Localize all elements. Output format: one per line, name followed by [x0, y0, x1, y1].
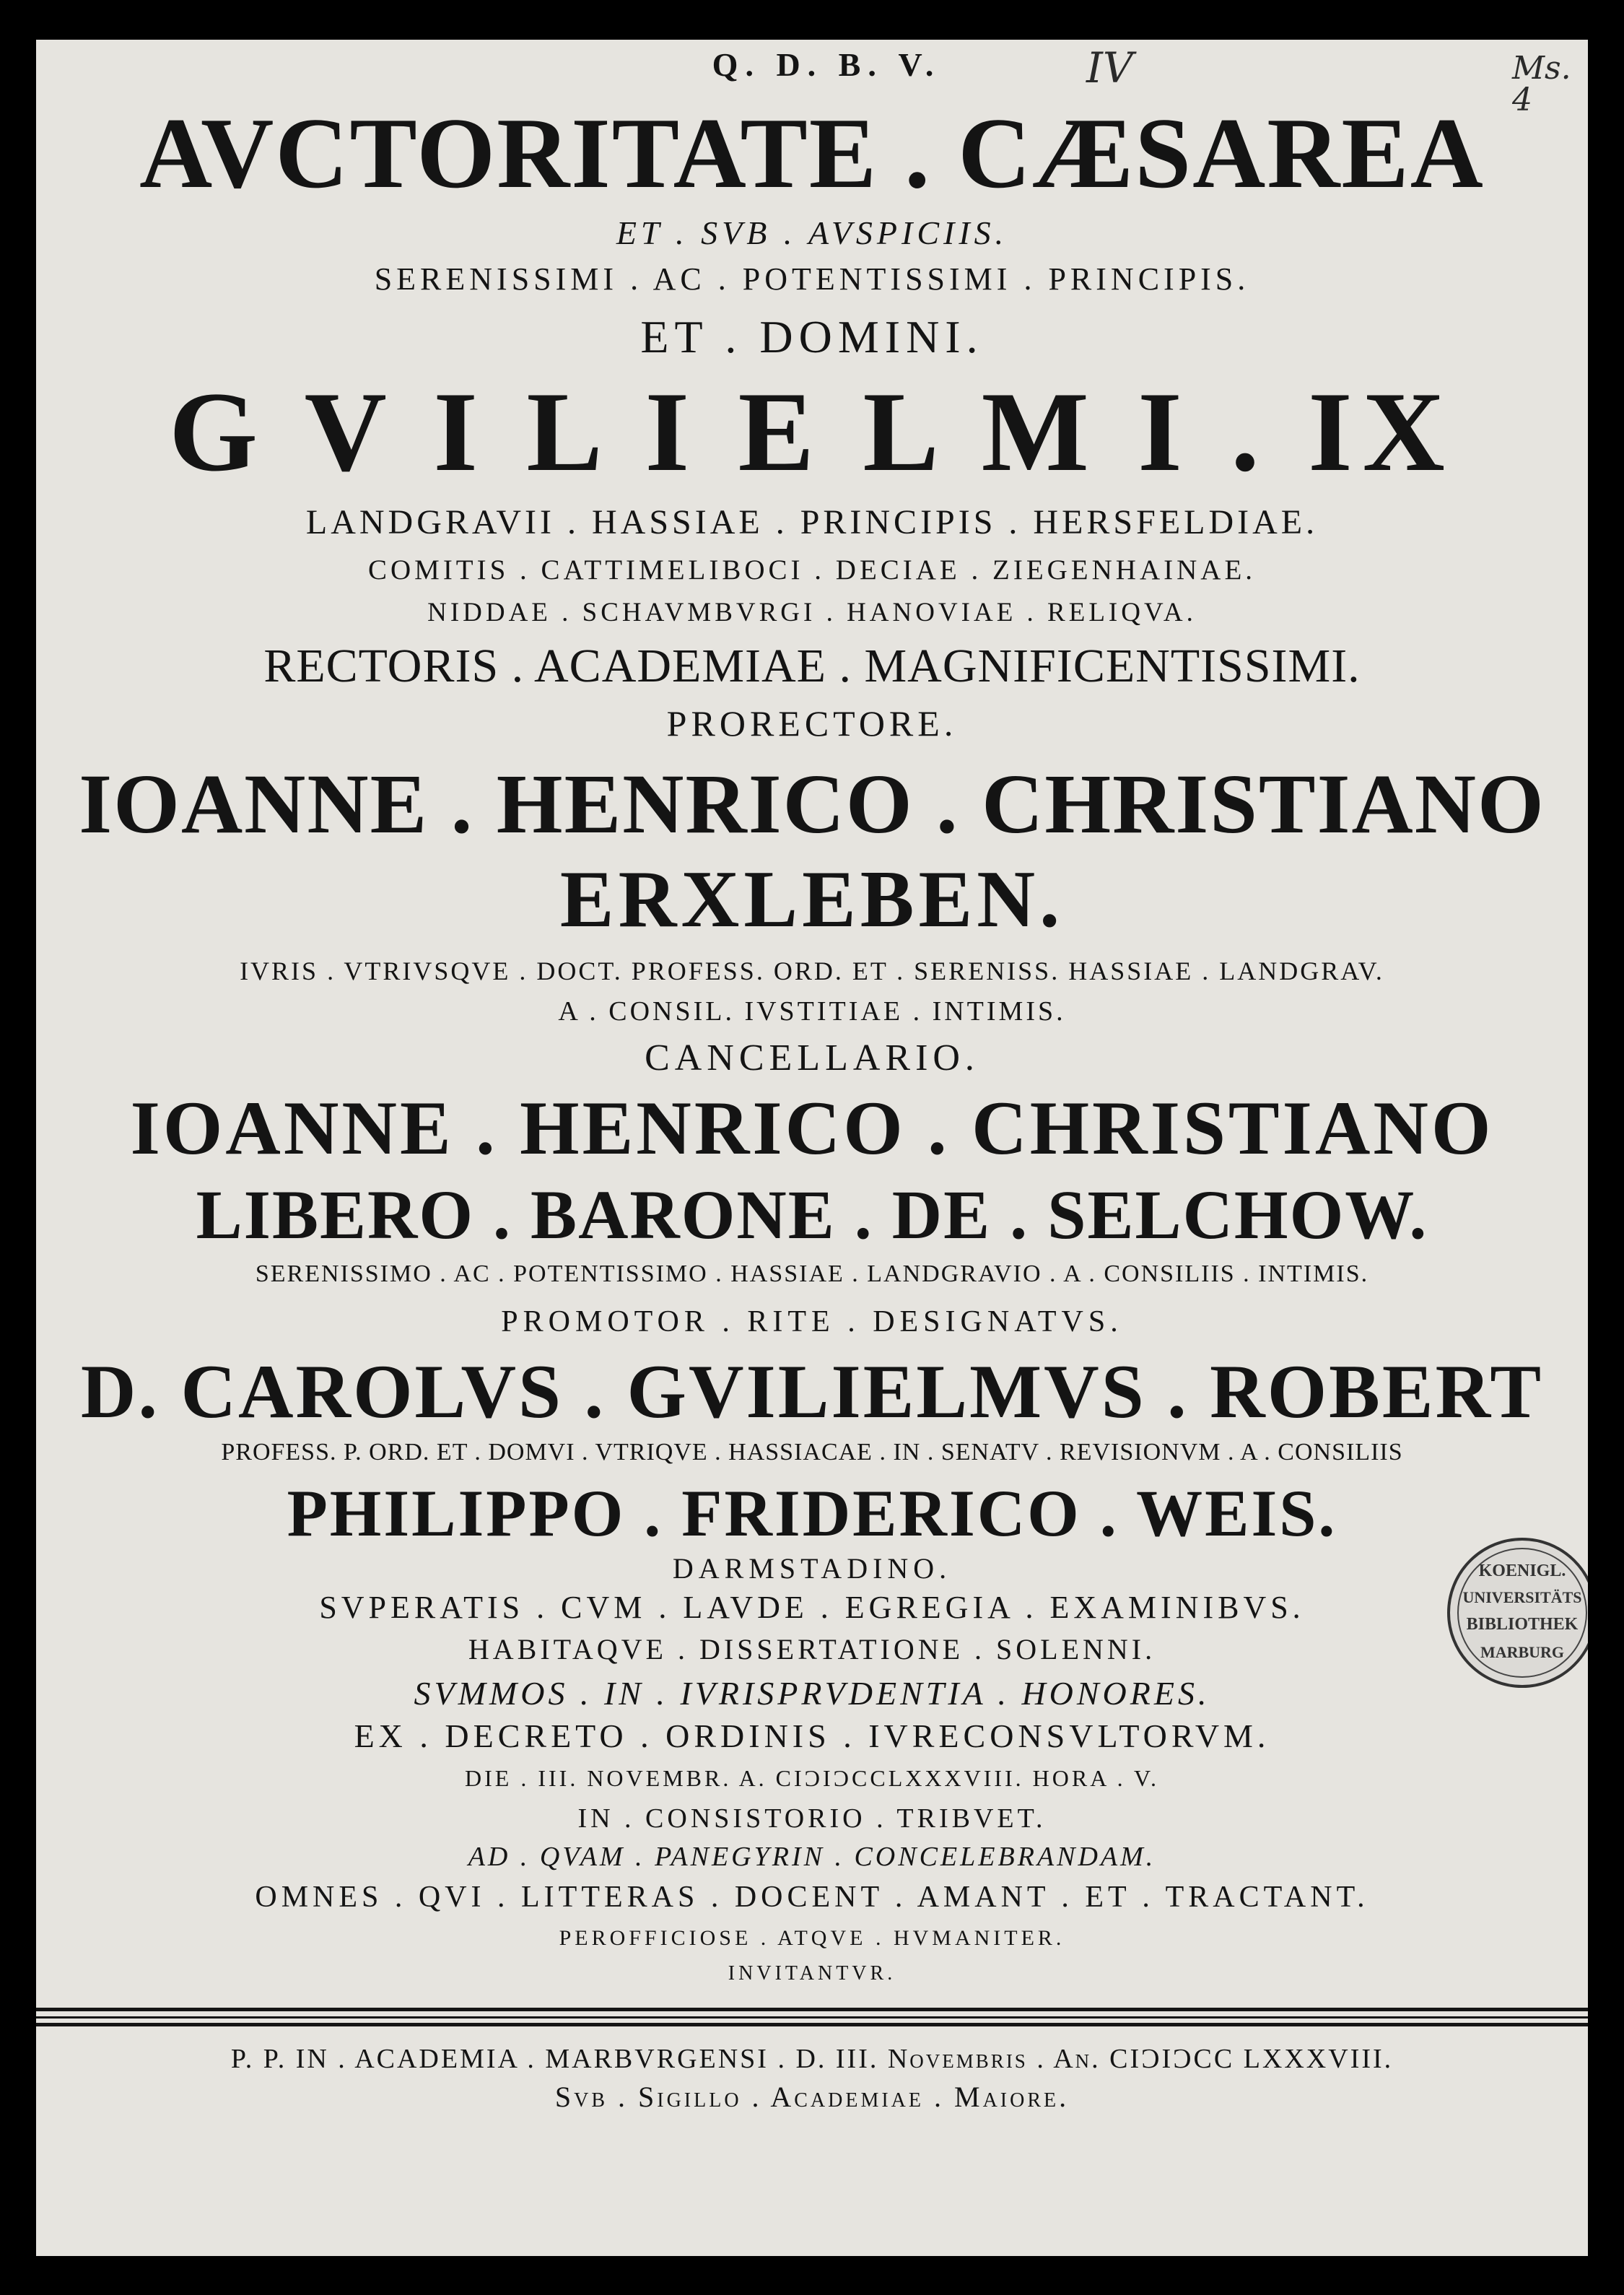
rule-thin: [36, 2016, 1588, 2019]
handwritten-folio: IV: [1086, 43, 1133, 92]
rule-thick: [36, 2008, 1588, 2011]
document-page: [36, 40, 1588, 2256]
name-weis: PHILIPPO . FRIDERICO . WEIS.: [287, 1476, 1337, 1550]
line-summos-honores: SVMMOS . IN . IVRISPRVDENTIA . HONORES.: [414, 1675, 1210, 1712]
footer-pp-academia: P. P. IN . ACADEMIA . MARBVRGENSI . D. III. Novembris . An. CIƆIƆCC LXXXVIII.: [230, 2044, 1394, 2074]
line-superatis: SVPERATIS . CVM . LAVDE . EGREGIA . EXAMINIBVS.: [319, 1590, 1305, 1625]
line-promotor: PROMOTOR . RITE . DESIGNATVS.: [501, 1305, 1123, 1338]
footer-sub-sigillo: Svb . Sigillo . Academiae . Maiore.: [554, 2081, 1070, 2113]
line-iuris-utriusque: IVRIS . VTRIVSQVE . DOCT. PROFESS. ORD. ET . SERENISS. HASSIAE . LANDGRAV.: [240, 957, 1384, 985]
line-die-novembr: DIE . III. NOVEMBR. A. CIƆIƆCCLXXXVIII. HORA . V.: [465, 1765, 1159, 1791]
rule-thick-lower: [36, 2023, 1588, 2026]
name-robert: D. CAROLVS . GVILIELMVS . ROBERT: [80, 1349, 1544, 1434]
line-sub-auspiciis: ET . SVB . AVSPICIIS.: [616, 214, 1008, 251]
line-serenissimo: SERENISSIMO . AC . POTENTISSIMO . HASSIAE . LANDGRAVIO . A . CONSILIIS . INTIMIS.: [255, 1260, 1369, 1287]
line-darmstadino: DARMSTADINO.: [672, 1552, 952, 1585]
line-ad-quam: AD . QVAM . PANEGYRIN . CONCELEBRANDAM.: [468, 1842, 1156, 1872]
line-profess-robert: PROFESS. P. ORD. ET . DOMVI . VTRIQVE . HASSIACAE . IN . SENATV . REVISIONVM . A . CONSILIIS: [221, 1439, 1403, 1466]
line-in-consistorio: IN . CONSISTORIO . TRIBVET.: [577, 1803, 1047, 1834]
line-cancellario: CANCELLARIO.: [645, 1037, 979, 1079]
handwritten-shelf-mark: Ms. 4: [1512, 50, 1571, 118]
line-comitis: COMITIS . CATTIMELIBOCI . DECIAE . ZIEGENHAINAE.: [367, 554, 1257, 585]
header-motto: Q. D. B. V.: [712, 46, 941, 83]
stamp-line-3: BIBLIOTHEK: [1466, 1615, 1579, 1634]
line-et-domini: ET . DOMINI.: [640, 311, 984, 362]
line-consil-iustitiae: A . CONSIL. IVSTITIAE . INTIMIS.: [558, 996, 1066, 1027]
line-niddae: NIDDAE . SCHAVMBVRGI . HANOVIAE . RELIQVA.: [427, 598, 1197, 627]
line-ex-decreto: EX . DECRETO . ORDINIS . IVRECONSVLTORVM.: [354, 1717, 1270, 1754]
line-habitaque: HABITAQVE . DISSERTATIONE . SOLENNI.: [468, 1633, 1156, 1665]
line-serenissimi: SERENISSIMI . AC . POTENTISSIMI . PRINCIPIS.: [374, 261, 1250, 297]
library-stamp: [1447, 1538, 1588, 1688]
title-auctoritate: AVCTORITATE . CÆSAREA: [139, 97, 1485, 209]
line-rectoris: RECTORIS . ACADEMIAE . MAGNIFICENTISSIMI.: [263, 640, 1361, 692]
stamp-line-2: UNIVERSITÄTS: [1462, 1588, 1582, 1606]
name-ioanne-selchow: IOANNE . HENRICO . CHRISTIANO: [130, 1086, 1494, 1170]
stamp-line-4: MARBURG: [1480, 1643, 1565, 1661]
line-prorectore: PRORECTORE.: [666, 703, 958, 744]
line-perofficiose: PEROFFICIOSE . ATQVE . HVMANITER.: [559, 1926, 1065, 1950]
line-invitantur: INVITANTVR.: [728, 1962, 896, 1985]
name-selchow: LIBERO . BARONE . DE . SELCHOW.: [196, 1176, 1428, 1253]
stamp-line-1: KOENIGL.: [1478, 1562, 1566, 1580]
line-omnes: OMNES . QVI . LITTERAS . DOCENT . AMANT . ET . TRACTANT.: [255, 1881, 1369, 1914]
line-landgravii: LANDGRAVII . HASSIAE . PRINCIPIS . HERSFELDIAE.: [305, 503, 1319, 541]
title-guilielmi: G V I L I E L M I . IX: [169, 369, 1455, 495]
name-erxleben: ERXLEBEN.: [559, 855, 1065, 944]
name-ioanne-erxleben: IOANNE . HENRICO . CHRISTIANO: [79, 757, 1545, 851]
